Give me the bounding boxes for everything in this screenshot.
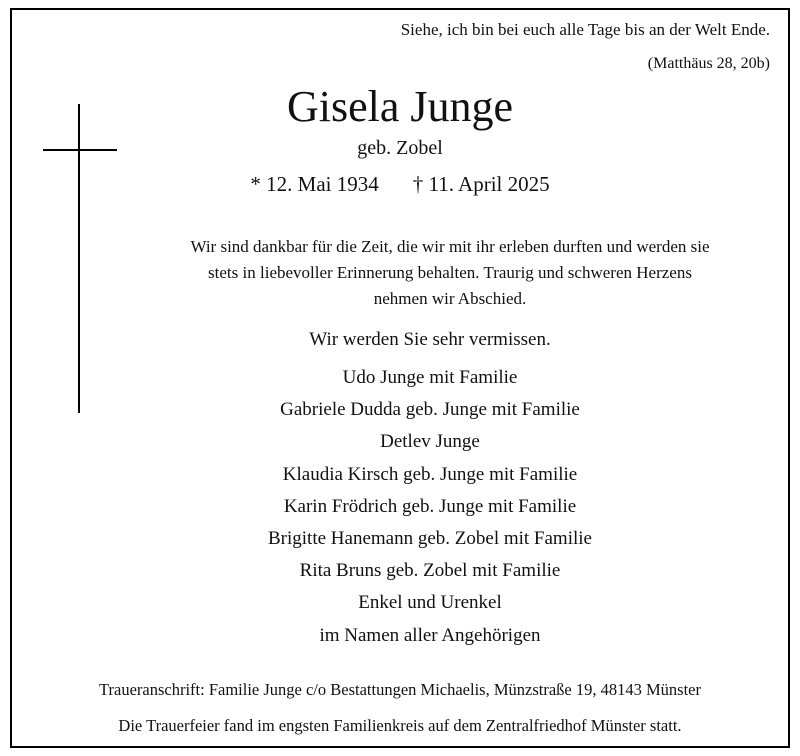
message-line: nehmen wir Abschied. [373,289,527,308]
miss-statement: Wir werden Sie sehr vermissen. [309,329,551,350]
mourning-address: Traueranschrift: Familie Junge c/o Bestattungen Michaelis, Münzstraße 19, 48143 Münster [99,680,701,699]
bible-verse: Siehe, ich bin bei euch alle Tage bis an der Welt Ende. [400,20,770,39]
birth-date: * 12. Mai 1934 [250,172,379,196]
mourner-item: im Namen aller Angehörigen [319,624,541,646]
mourners-list [72,362,788,652]
mourner-item: Detlev Junge [380,431,480,453]
birth-name: geb. Zobel [357,137,443,159]
mourner-item: Brigitte Hanemann geb. Zobel mit Familie [268,528,592,550]
death-date: † 11. April 2025 [412,172,550,196]
mourner-item: Enkel und Urenkel [358,592,502,614]
gratitude-message [130,234,770,312]
mourner-item: Udo Junge mit Familie [342,367,518,388]
message-line: Wir sind dankbar für die Zeit, die wir mit ihr erleben durften und werden sie [190,237,710,256]
mourner-item: Gabriele Dudda geb. Junge mit Familie [280,399,580,421]
mourner-item: Rita Bruns geb. Zobel mit Familie [299,560,561,582]
mourner-item: Karin Frödrich geb. Junge mit Familie [283,495,577,517]
bible-verse-reference: (Matthäus 28, 20b) [647,55,770,72]
mourner-item: Klaudia Kirsch geb. Junge mit Familie [282,463,578,485]
message-line: stets in liebevoller Erinnerung behalten. Traurig und schweren Herzens [208,263,692,282]
obituary-notice [10,8,790,748]
deceased-name: Gisela Junge [286,82,514,131]
life-dates [12,172,788,197]
ceremony-note: Die Trauerfeier fand im engsten Familienkreis auf dem Zentralfriedhof Münster statt. [118,716,682,735]
